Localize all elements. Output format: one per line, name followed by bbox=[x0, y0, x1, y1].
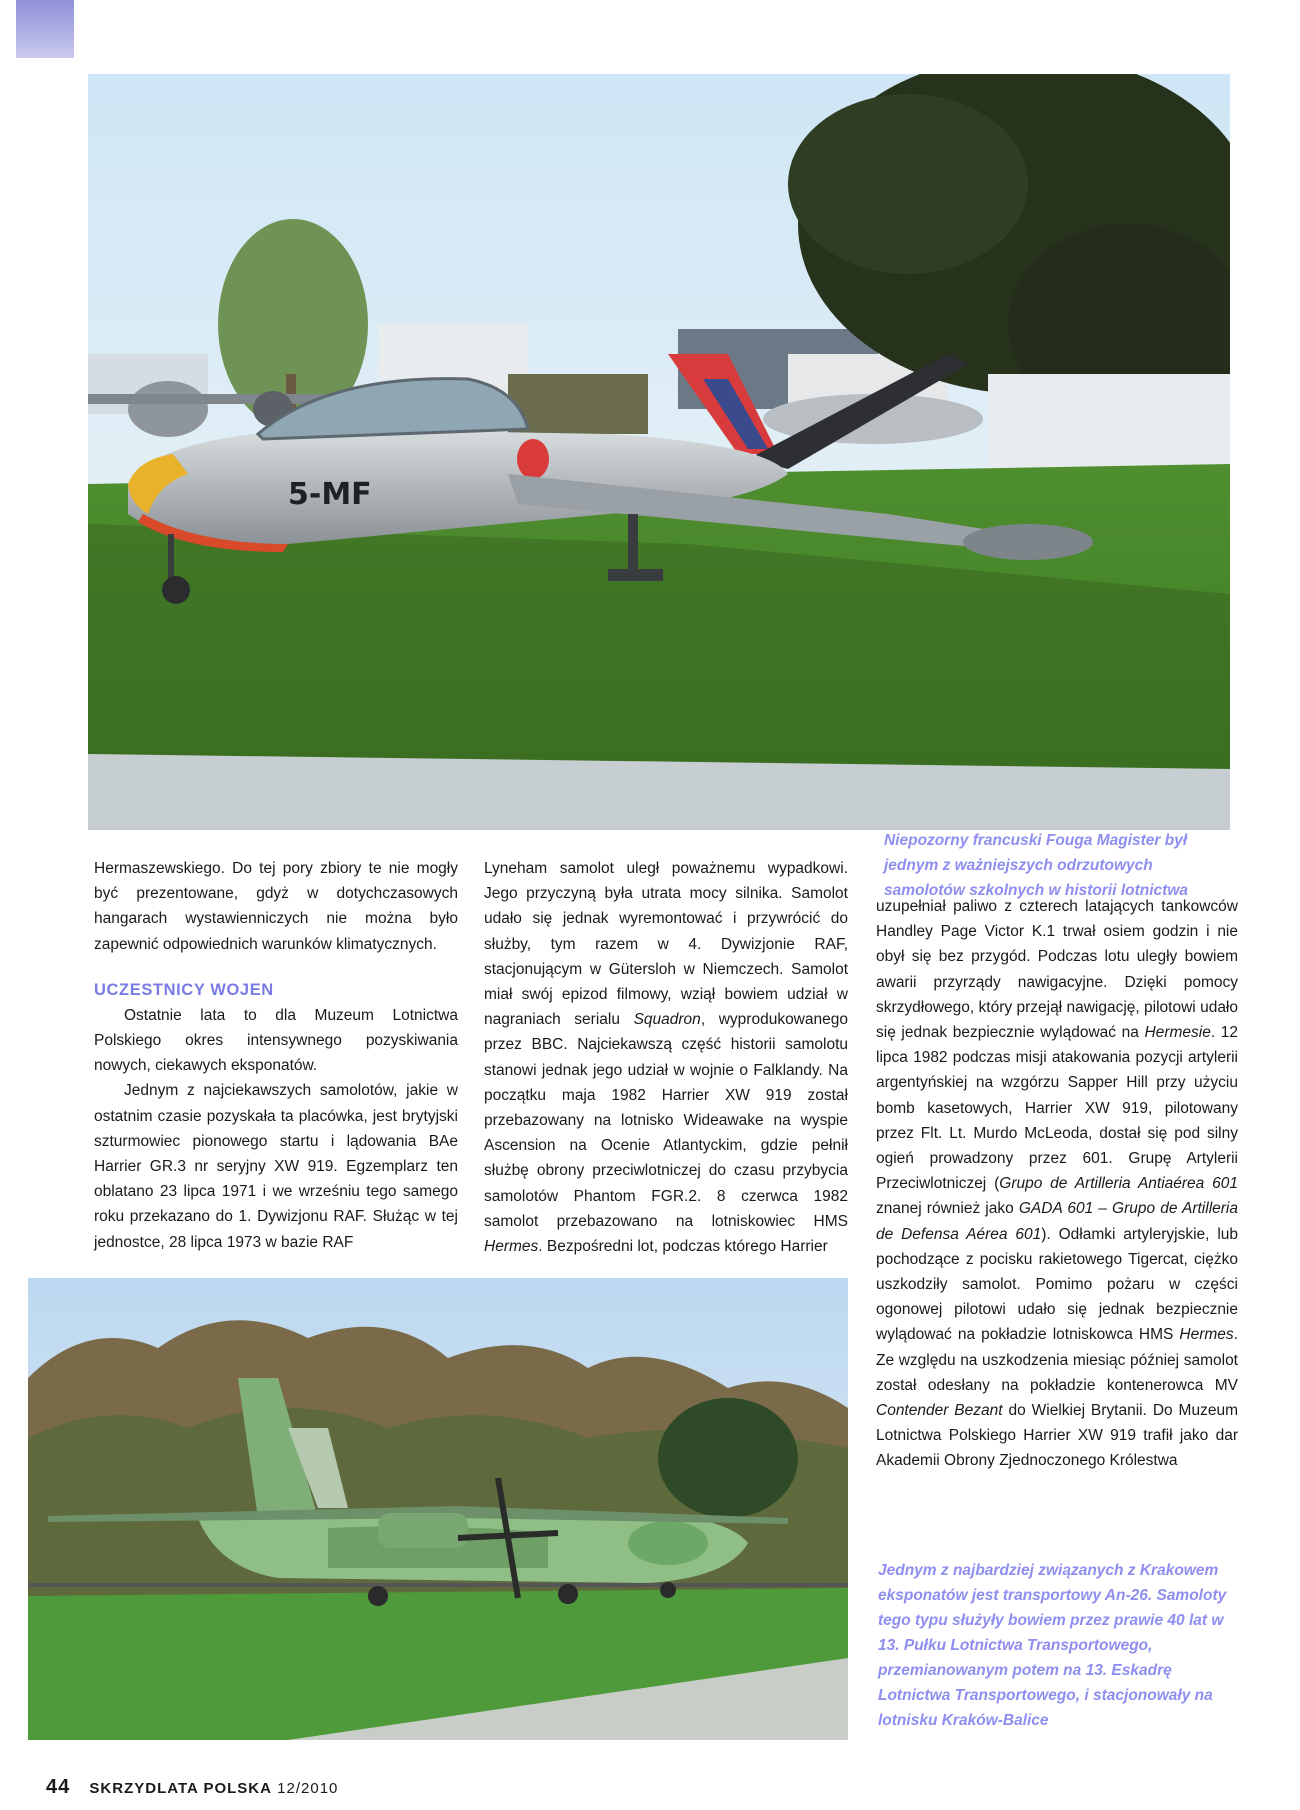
text-run: uzupełniał paliwo z czterech latających tankowców Handley Page Victor K.1 trwał osiem godzin i nie obył się bez przygód. Podczas lotu uległy bowiem awarii przyrządy nawigacyjne. Dzięki pomocy skrzydłowego, który przejął nawigację, pilotowi udało się jednak bezpiecznie wylądować na bbox=[876, 898, 1238, 1042]
article-column-2 bbox=[484, 856, 848, 1259]
magazine-name: SKRZYDLATA POLSKA bbox=[89, 1780, 272, 1797]
text-run-italic: Hermes bbox=[484, 1238, 539, 1256]
text-run: . 12 lipca 1982 podczas misji atakowania pozycji artylerii argentyńskiej na wzgórzu Sapper Hill przy użyciu bomb kasetowych, Harrier XW 919, pilotowany przez Flt. Lt. Murdo McLeoda, dostał się pod silny ogień prowadzony przez 601. Grupę Artylerii Przeciwlotniczej ( bbox=[876, 1024, 1238, 1193]
paragraph bbox=[876, 894, 1238, 1474]
aircraft-marking: 5-MF bbox=[288, 477, 372, 512]
paragraph: Hermaszewskiego. Do tej pory zbiory te nie mogły być prezentowane, gdyż w dotychczasowych hangarach wystawienniczych nie można było zapewnić odpowiednich warunków klimatycznych. bbox=[94, 860, 458, 953]
text-run-italic: Squadron bbox=[633, 1011, 701, 1029]
text-run-italic: Hermes bbox=[1179, 1326, 1234, 1344]
section-heading: UCZESTNICY WOJEN bbox=[94, 980, 274, 999]
photo-an26 bbox=[28, 1278, 848, 1740]
article-column-1 bbox=[94, 856, 458, 1255]
caption-top-photo: Niepozorny francuski Fouga Magister był jednym z ważniejszych odrzutowych samolotów szkolnych w historii lotnictwa bbox=[884, 832, 1189, 899]
article-column-3 bbox=[876, 894, 1238, 1474]
corner-color-tab bbox=[16, 0, 74, 58]
text-run: do Wielkiej Brytanii. Do Muzeum Lotnictwa Polskiego Harrier XW 919 trafił jako dar Akademii Obrony Zjednoczonego Królestwa bbox=[876, 1402, 1238, 1470]
text-run: , wyprodukowanego przez BBC. Najciekawszą część historii samolotu stanowi jednak jego udział w wojnie o Falklandy. Na początku maja 1982 Harrier XW 919 został przebazowany na lotnisko Wideawake na wyspie Ascension na Ocenie Atlantyckim, gdzie pełnił służbę obrony przeciwlotniczej do czasu przybycia samolotów Phantom FGR.2. 8 czerwca 1982 samolot przebazowano na lotniskowiec HMS bbox=[484, 1011, 848, 1230]
photo-fouga-magister bbox=[88, 74, 1230, 830]
text-run-italic: Grupo de Artilleria Antiaérea 601 bbox=[999, 1175, 1238, 1193]
text-run: znanej również jako bbox=[876, 1200, 1019, 1218]
page-number: 44 bbox=[46, 1776, 71, 1798]
text-run-italic: Contender Bezant bbox=[876, 1402, 1003, 1420]
page-footer bbox=[46, 1776, 338, 1799]
fouga-magister-illustration bbox=[88, 74, 1230, 830]
text-run-italic: Hermesie bbox=[1144, 1024, 1211, 1042]
paragraph bbox=[484, 856, 848, 1259]
text-run: ). Odłamki artyleryjskie, lub pochodzące z pocisku rakietowego Tigercat, ciężko uszkodziły samolot. Pomimo pożaru w części ogonowej pilotowi udało się jednak bezpiecznie wylądować na pokładzie lotniskowca HMS bbox=[876, 1225, 1238, 1344]
an26-illustration bbox=[28, 1278, 848, 1740]
caption-bottom-photo: Jednym z najbardziej związanych z Krakowem eksponatów jest transportowy An-26. Samoloty tego typu służyły bowiem przez prawie 40 lat w 13. Pułku Lotnictwa Transportowego, przemianowanym potem na 13. Eskadrę Lotnictwa Transportowego, i stacjonowały na lotnisku Kraków-Balice bbox=[878, 1562, 1227, 1729]
text-run: . Bezpośredni lot, podczas którego Harrier bbox=[538, 1238, 828, 1256]
issue-number: 12/2010 bbox=[277, 1780, 339, 1797]
paragraph: Jednym z najciekawszych samolotów, jakie w ostatnim czasie pozyskała ta placówka, jest brytyjski szturmowiec pionowego startu i lądowania BAe Harrier GR.3 nr seryjny XW 919. Egzemplarz ten oblatano 23 lipca 1971 i we wrześniu tego samego roku przekazano do 1. Dywizjonu RAF. Służąc w tej jednostce, 28 lipca 1973 w bazie RAF bbox=[94, 1082, 458, 1251]
paragraph: Ostatnie lata to dla Muzeum Lotnictwa Polskiego okres intensywnego pozyskiwania nowych, ciekawych eksponatów. bbox=[94, 1006, 458, 1075]
text-run: . Ze względu na uszkodzenia miesiąc później samolot został odesłany na pokładzie kontenerowca MV bbox=[876, 1326, 1238, 1394]
text-run: Lyneham samolot uległ poważnemu wypadkowi. Jego przyczyną była utrata mocy silnika. Samolot udało się jednak wyremontować i przywrócić do służby, tym razem w 4. Dywizjonie RAF, stacjonującym w Gütersloh w Niemczech. Samolot miał swój epizod filmowy, wziął bowiem udział w nagraniach serialu bbox=[484, 860, 848, 1029]
text-run-italic: GADA 601 – Grupo de Artilleria de Defensa Aérea 601 bbox=[876, 1200, 1238, 1243]
